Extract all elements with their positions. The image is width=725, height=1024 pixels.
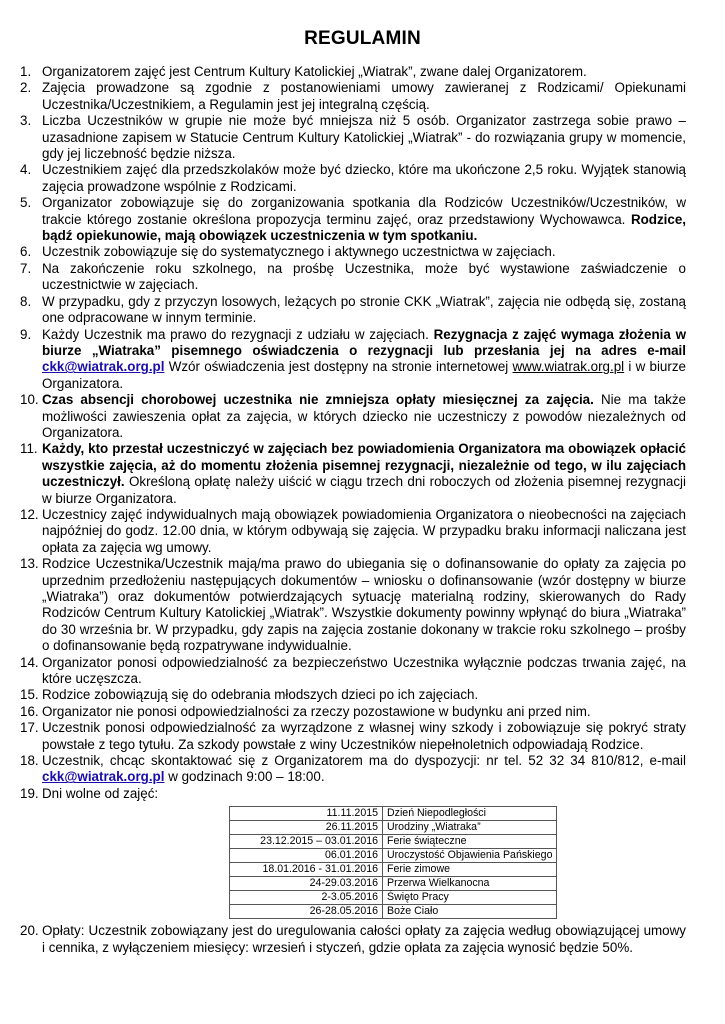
rule-text: Na zakończenie roku szkolnego, na prośbę Uczestnika, może być wystawione zaświadczenie o uczestnictwie w zajęciach. (42, 260, 686, 293)
rule-number: 18. (20, 753, 39, 769)
rule-number: 10. (20, 392, 39, 408)
holiday-cell: Boże Ciało (383, 905, 557, 919)
rule-number: 14. (20, 654, 39, 670)
date-cell: 18.01.2016 - 31.01.2016 (230, 863, 383, 877)
rule-number: 4. (20, 162, 32, 178)
rule-number: 5. (20, 195, 32, 211)
date-cell: 11.11.2015 (230, 807, 383, 821)
rule-number: 19. (20, 785, 39, 801)
rule-4 (20, 162, 686, 195)
rule-number: 7. (20, 260, 32, 276)
holiday-cell: Ferie świąteczne (383, 835, 557, 849)
rule-text-bold: Rezygnacja z zajęć wymaga złożenia w biurze „Wiatraka” pisemnego oświadczenia o rezygnacji lub przesłania jej na adres e-mail (42, 326, 686, 358)
date-cell: 06.01.2016 (230, 849, 383, 863)
rule-text: Organizator ponosi odpowiedzialność za bezpieczeństwo Uczestnika wyłącznie podczas trwania zajęć, na które uczęszcza. (42, 654, 686, 687)
rule-16 (20, 704, 686, 720)
rule-1 (20, 64, 686, 80)
rule-17 (20, 720, 686, 753)
rule-text: Uczestnikiem zajęć dla przedszkolaków może być dziecko, które ma ukończone 2,5 roku. Wyjątek stanowią zajęcia prowadzone wspólnie z Rodzicami. (42, 162, 686, 194)
rule-text: Uczestnicy zajęć indywidualnych mają obowiązek powiadomienia Organizatora o nieobecności na zajęciach najpóźniej do godz. 12.00 dnia, w którym odbywają się zajęcia. W przypadku braku informacji naliczana jest opłata za zajęcia wg umowy. (42, 506, 686, 555)
rule-3 (20, 113, 686, 162)
rule-text: Określoną opłatę należy uiścić w ciągu trzech dni roboczych od złożenia pisemnej rezygnacji w biurze Organizatora. (42, 474, 686, 506)
rule-12 (20, 507, 686, 556)
email-link[interactable]: ckk@wiatrak.org.pl (42, 359, 165, 375)
rule-text: Każdy Uczestnik ma prawo do rezygnacji z udziału w zajęciach. (42, 326, 429, 342)
email-link[interactable]: ckk@wiatrak.org.pl (42, 769, 165, 785)
rule-number: 6. (20, 244, 32, 260)
table-row (230, 891, 557, 905)
rule-text: Rodzice Uczestnika/Uczestnik mają/ma prawo do ubiegania się o dofinansowanie do opłaty za zajęcia po uprzednim przedłożeniu następujących dokumentów – wniosku o dofinansowanie (wzór dostępny w biurze „Wiatraka”) oraz dokumentów potwierdzających sytuację materialną rodziny, skierowanych do Rady Rodziców Centrum Kultury Katolickiej „Wiatrak”. Wszystkie dokumenty powinny wpłynąć do biura „Wiatraka” do 30 września br. W przypadku, gdy zapis na zajęcia zostanie dokonany w trakcie roku szkolnego – prośby o dofinansowanie będą rozpatrywane indywidualnie. (42, 556, 686, 654)
days-off-table (229, 806, 557, 919)
holiday-cell: Uroczystość Objawienia Pańskiego (383, 849, 557, 863)
rule-text-bold: Każdy, kto przestał uczestniczyć w zajęciach bez powiadomienia Organizatora ma obowiązek opłacić wszystkie zajęcia, aż do momentu złożenia pisemnej rezygnacji, niezależnie od tego, w ilu zajęciach uczestniczył. (42, 441, 686, 490)
rule-number: 11. (20, 441, 38, 457)
rule-13 (20, 556, 686, 654)
rule-20 (20, 923, 686, 956)
date-cell: 24-29.03.2016 (230, 877, 383, 891)
rule-number: 15. (20, 687, 39, 703)
page-title: REGULAMIN (304, 28, 421, 49)
holiday-cell: Święto Pracy (383, 891, 557, 905)
rule-19 (20, 786, 686, 919)
date-cell: 26.11.2015 (230, 821, 383, 835)
holiday-cell: Przerwa Wielkanocna (383, 877, 557, 891)
rule-text: Uczestnik ponosi odpowiedzialność za wyrządzone z własnej winy szkody i zobowiązuje się pokryć straty powstałe z tego tytułu. Za szkody powstałe z winy Uczestników niepełnoletnich odpowiadają Rodzice. (42, 720, 686, 752)
rule-number: 3. (20, 113, 32, 129)
rule-text: Nie ma także możliwości zawieszenia opłat za zajęcia, w których dziecko nie uczestniczy z powodów niezależnych od Organizatora. (42, 392, 686, 440)
rule-number: 2. (20, 80, 32, 96)
table-row (230, 807, 557, 821)
rules-list (20, 64, 686, 956)
rule-text: i w biurze Organizatora. (42, 359, 686, 391)
rule-number: 17. (20, 720, 39, 736)
table-row (230, 849, 557, 863)
table-row (230, 905, 557, 919)
rule-number: 13. (20, 556, 39, 572)
rule-7 (20, 261, 686, 294)
holiday-cell: Urodziny „Wiatraka” (383, 821, 557, 835)
rule-text: Dni wolne od zajęć: (42, 785, 159, 801)
rule-6 (20, 244, 686, 260)
date-cell: 23.12.2015 – 03.01.2016 (230, 835, 383, 849)
rule-10 (20, 392, 686, 441)
table-row (230, 863, 557, 877)
rule-number: 12. (20, 506, 39, 522)
rule-text: Organizator zobowiązuje się do zorganizowania spotkania dla Rodziców Uczestników/Uczestników, w trakcie którego zostanie określona propozycja terminu zajęć, oraz przedstawiony Wychowawca. (42, 195, 686, 227)
holiday-cell: Dzień Niepodległości (383, 807, 557, 821)
rule-text: Organizatorem zajęć jest Centrum Kultury Katolickiej „Wiatrak”, zwane dalej Organizatorem. (42, 64, 587, 79)
rule-text: Liczba Uczestników w grupie nie może być mniejsza niż 5 osób. Organizator zastrzega sobie prawo – uzasadnione zapisem w Statucie Centrum Kultury Katolickiej „Wiatrak” - do rozwiązania grupy w momencie, gdy jej liczebność będzie niższa. (42, 113, 686, 162)
rule-text: Wzór oświadczenia jest dostępny na stronie internetowej (168, 359, 509, 375)
date-cell: 26-28.05.2016 (230, 905, 383, 919)
table-row (230, 821, 557, 835)
website-link[interactable]: www.wiatrak.org.pl (512, 359, 625, 375)
rule-18 (20, 753, 686, 786)
rule-15 (20, 687, 686, 703)
rule-number: 9. (20, 326, 32, 342)
rule-text: w godzinach 9:00 – 18:00. (168, 769, 325, 785)
rule-11 (20, 441, 686, 507)
rule-text: Zajęcia prowadzone są zgodnie z postanowieniami umowy zawieranej z Rodzicami/ Opiekunami Uczestnika/Uczestnikiem, a Regulamin jest jej integralną częścią. (42, 80, 686, 112)
rule-text: Rodzice zobowiązują się do odebrania młodszych dzieci po ich zajęciach. (42, 687, 479, 703)
rule-14 (20, 655, 686, 688)
rule-text: Uczestnik zobowiązuje się do systematycznego i aktywnego uczestnictwa w zajęciach. (42, 244, 556, 260)
rule-text: W przypadku, gdy z przyczyn losowych, leżących po stronie CKK „Wiatrak”, zajęcia nie odbędą się, zostaną one odpracowane w innym terminie. (42, 293, 686, 326)
rule-text-bold: Czas absencji chorobowej uczestnika nie zmniejsza opłaty miesięcznej za zajęcia. (42, 392, 594, 408)
rule-2 (20, 80, 686, 113)
rule-number: 16. (20, 703, 39, 719)
rule-text: Uczestnik, chcąc skontaktować się z Organizatorem ma do dyspozycji: nr tel. 52 32 34 810/812, e-mail (42, 753, 686, 769)
rule-text: Organizator nie ponosi odpowiedzialności za rzeczy pozostawione w budynku ani przed nim. (42, 703, 591, 719)
rule-text-bold: Rodzice, bądź opiekunowie, mają obowiązek uczestniczenia w tym spotkaniu. (42, 211, 686, 244)
rule-5 (20, 195, 686, 244)
rule-number: 20. (20, 923, 39, 939)
rule-number: 8. (20, 293, 32, 309)
rule-number: 1. (20, 64, 32, 79)
table-row (230, 877, 557, 891)
date-cell: 2-3.05.2016 (230, 891, 383, 905)
rule-text: Opłaty: Uczestnik zobowiązany jest do uregulowania całości opłaty za zajęcia według obowiązującej umowy i cennika, z wyłączeniem miesięcy: wrzesień i styczeń, gdzie opłata za zajęcia wynosić będzie 50%. (42, 923, 686, 955)
rule-8 (20, 294, 686, 327)
rule-9 (20, 327, 686, 393)
table-row (230, 835, 557, 849)
holiday-cell: Ferie zimowe (383, 863, 557, 877)
